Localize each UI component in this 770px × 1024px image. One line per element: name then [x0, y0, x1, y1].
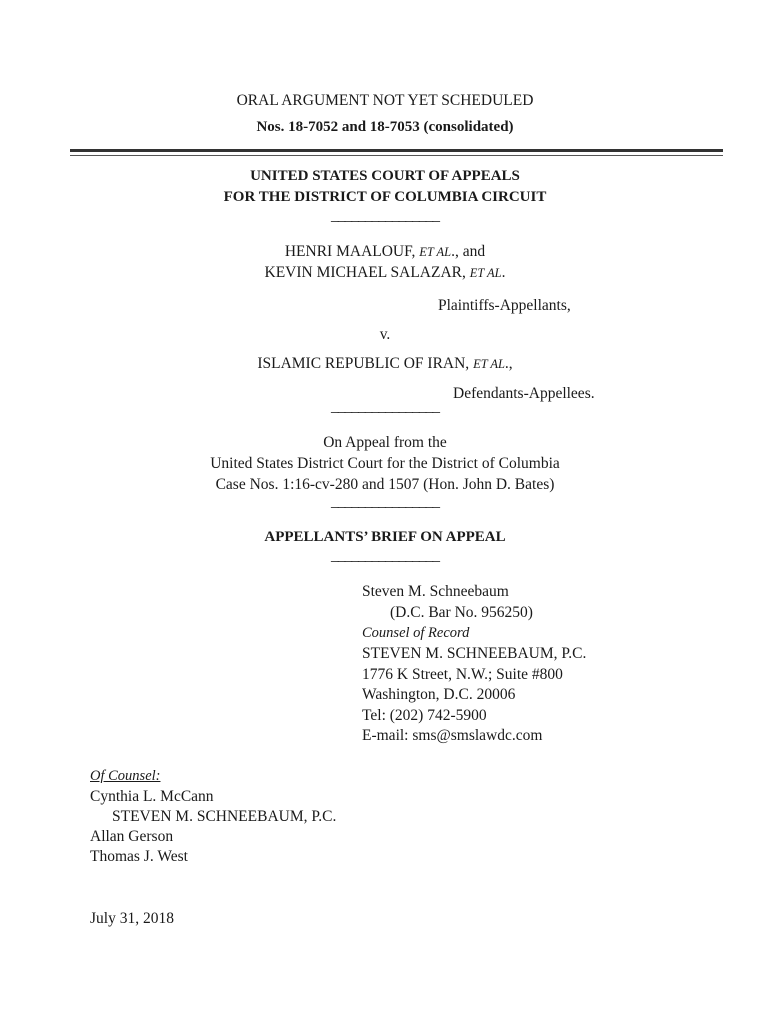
plaintiff-2 — [0, 264, 770, 282]
court-name-line2: FOR THE DISTRICT OF COLUMBIA CIRCUIT — [223, 189, 547, 205]
defendants-role: Defendants-Appellees. — [453, 385, 595, 402]
plaintiff-2-suffix: . — [501, 264, 506, 281]
counsel-phone: Tel: (202) 742-5900 — [362, 707, 487, 724]
case-numbers: Nos. 18-7052 and 18-7053 (consolidated) — [256, 119, 514, 135]
of-counsel-person-1: Cynthia L. McCann — [90, 788, 214, 805]
divider-2: ________________ — [331, 398, 439, 415]
plaintiff-2-etal: ET AL — [469, 266, 502, 280]
defendant-suffix: ., — [504, 355, 513, 372]
filing-date: July 31, 2018 — [90, 910, 174, 927]
counsel-address-2: Washington, D.C. 20006 — [362, 686, 516, 703]
counsel-role: Counsel of Record — [362, 625, 470, 641]
court-name-line1: UNITED STATES COURT OF APPEALS — [250, 168, 520, 184]
versus: v. — [379, 326, 391, 343]
header-rule-thin — [70, 155, 723, 156]
plaintiff-1-etal: ET AL — [419, 245, 452, 259]
counsel-address-1: 1776 K Street, N.W.; Suite #800 — [362, 666, 563, 683]
counsel-name: Steven M. Schneebaum — [362, 583, 509, 600]
of-counsel-person-2: Allan Gerson — [90, 828, 174, 845]
divider-4: ________________ — [331, 547, 439, 564]
counsel-email: E-mail: sms@smslawdc.com — [362, 727, 543, 744]
of-counsel-firm: STEVEN M. SCHNEEBAUM, P.C. — [112, 808, 337, 825]
header-rule-thick — [70, 149, 723, 152]
plaintiffs-role: Plaintiffs-Appellants, — [438, 297, 571, 314]
oral-argument-status: ORAL ARGUMENT NOT YET SCHEDULED — [236, 92, 534, 109]
brief-title: APPELLANTS’ BRIEF ON APPEAL — [264, 529, 506, 545]
divider-3: ________________ — [331, 493, 439, 510]
plaintiff-1-suffix: ., and — [451, 243, 486, 260]
counsel-bar-number: (D.C. Bar No. 956250) — [390, 604, 533, 621]
plaintiff-1-name: HENRI MAALOUF, — [284, 243, 420, 260]
of-counsel-person-3: Thomas J. West — [90, 848, 188, 865]
appeal-line3: Case Nos. 1:16-cv-280 and 1507 (Hon. John D. Bates) — [215, 476, 555, 493]
appeal-line1: On Appeal from the — [323, 434, 447, 451]
of-counsel-heading: Of Counsel: — [90, 768, 161, 784]
defendant — [0, 355, 770, 373]
defendant-name: ISLAMIC REPUBLIC OF IRAN, — [257, 355, 474, 372]
plaintiff-1 — [0, 243, 770, 261]
appeal-line2: United States District Court for the District of Columbia — [210, 455, 560, 472]
divider-1: ________________ — [331, 207, 439, 224]
defendant-etal: ET AL — [473, 357, 505, 371]
plaintiff-2-name: KEVIN MICHAEL SALAZAR, — [264, 264, 470, 281]
counsel-firm: STEVEN M. SCHNEEBAUM, P.C. — [362, 645, 587, 662]
